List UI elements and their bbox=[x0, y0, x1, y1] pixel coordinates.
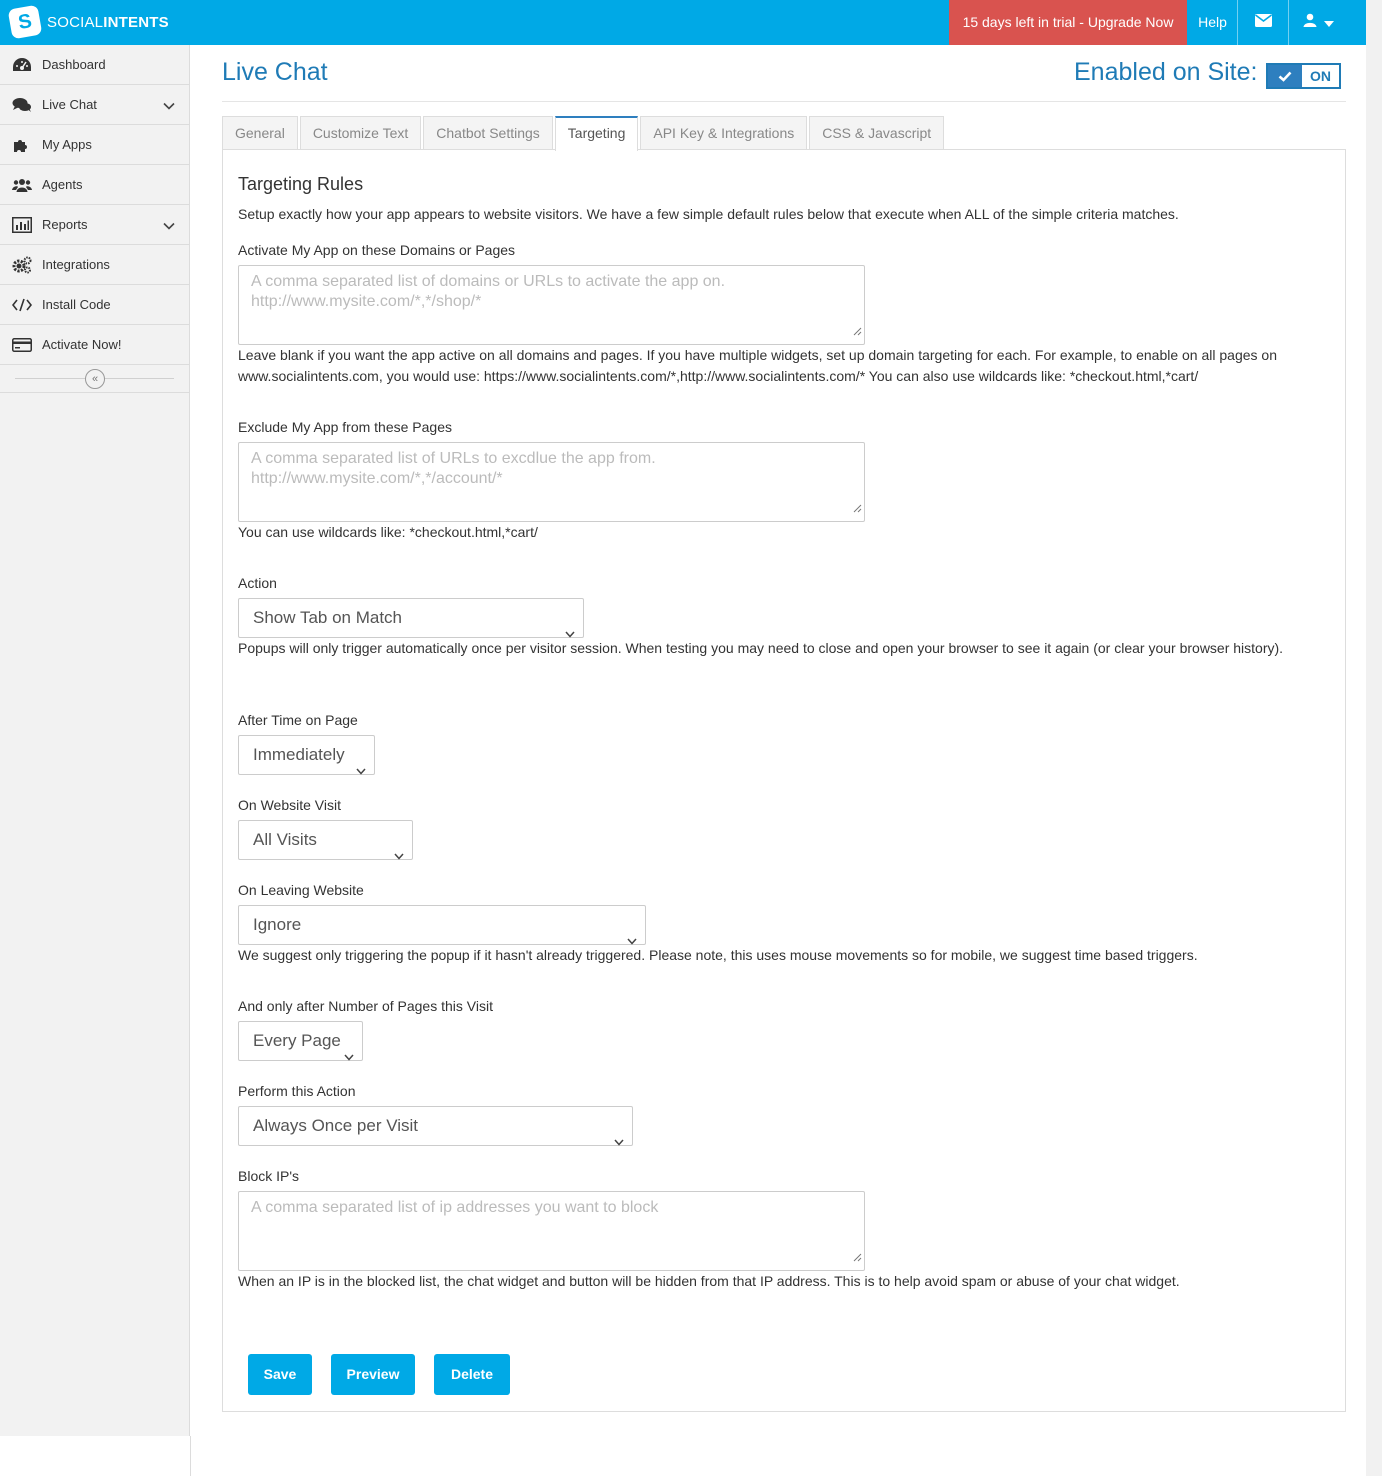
pages-count-select[interactable] bbox=[238, 1021, 363, 1061]
user-menu-button[interactable] bbox=[1290, 0, 1346, 45]
gears-icon bbox=[12, 256, 34, 274]
domains-help: Leave blank if you want the app active on all domains and pages. If you have multiple widgets, set up domain targeting for each. For example, to enable on all pages on www.socialintents.com, you would use: https://www.socialintents.com/*,http://www.socialintents.com/* You can also use wildcards like: *checkout.html,*cart/ bbox=[238, 347, 1277, 384]
tab-targeting[interactable]: Targeting bbox=[555, 116, 639, 151]
sidebar-collapse-row bbox=[0, 365, 189, 393]
tab-chatbot-settings[interactable]: Chatbot Settings bbox=[423, 116, 553, 149]
sidebar-item-my-apps[interactable] bbox=[0, 125, 189, 165]
chevron-down-icon bbox=[163, 218, 175, 233]
logo-mark-icon: S bbox=[8, 5, 43, 40]
settings-tabs bbox=[222, 116, 946, 150]
leaving-website-help: We suggest only triggering the popup if it hasn't already triggered. Please note, this uses mouse movements so for mobile, we suggest time based triggers. bbox=[238, 947, 1198, 963]
selected-value: Show Tab on Match bbox=[253, 608, 402, 627]
leaving-website-label: On Leaving Website bbox=[238, 882, 364, 898]
block-ip-help: When an IP is in the blocked list, the chat widget and button will be hidden from that IP address. This is to help avoid spam or abuse of your chat widget. bbox=[238, 1273, 1180, 1289]
intro-text: Setup exactly how your app appears to website visitors. We have a few simple default rules below that execute when ALL of the simple criteria matches. bbox=[238, 206, 1179, 222]
chevron-down-icon bbox=[394, 836, 404, 874]
website-visit-select[interactable] bbox=[238, 820, 413, 860]
sidebar-item-label: Live Chat bbox=[42, 97, 97, 112]
perform-action-select[interactable] bbox=[238, 1106, 633, 1146]
resize-handle-icon[interactable] bbox=[853, 322, 862, 342]
exclude-help: You can use wildcards like: *checkout.html,*cart/ bbox=[238, 524, 538, 540]
block-ip-textarea[interactable] bbox=[238, 1191, 865, 1271]
caret-down-icon bbox=[1324, 14, 1334, 32]
placeholder-line: http://www.mysite.com/*,*/account/* bbox=[251, 470, 503, 487]
top-navbar bbox=[0, 0, 1366, 45]
scrollbar-gutter bbox=[1366, 0, 1382, 1476]
sidebar-item-activate-now[interactable] bbox=[0, 325, 189, 365]
resize-handle-icon[interactable] bbox=[853, 1248, 862, 1268]
collapse-sidebar-icon[interactable]: « bbox=[85, 369, 105, 389]
time-on-page-label: After Time on Page bbox=[238, 712, 358, 728]
trial-upgrade-link[interactable]: 15 days left in trial - Upgrade Now bbox=[949, 0, 1187, 45]
selected-value: Immediately bbox=[253, 745, 345, 764]
action-help: Popups will only trigger automatically once per visitor session. When testing you may need to close and open your browser to see it again (or clear your browser history). bbox=[238, 640, 1284, 656]
action-select[interactable] bbox=[238, 598, 584, 638]
sidebar bbox=[0, 45, 190, 1436]
chevron-down-icon bbox=[344, 1037, 354, 1075]
enabled-toggle[interactable] bbox=[1266, 63, 1341, 89]
chevron-down-icon bbox=[614, 1122, 624, 1160]
sidebar-item-label: Agents bbox=[42, 177, 83, 192]
preview-button[interactable]: Preview bbox=[331, 1354, 415, 1395]
user-icon bbox=[1303, 13, 1317, 32]
tab-customize-text[interactable]: Customize Text bbox=[300, 116, 421, 149]
code-icon bbox=[12, 296, 34, 314]
dashboard-icon bbox=[12, 56, 34, 74]
placeholder-line: http://www.mysite.com/*,*/shop/* bbox=[251, 293, 482, 310]
help-link[interactable]: Help bbox=[1188, 0, 1238, 45]
bar-chart-icon bbox=[12, 216, 34, 234]
puzzle-icon bbox=[12, 136, 34, 154]
tab-css-javascript[interactable]: CSS & Javascript bbox=[809, 116, 944, 149]
enabled-on-site-label: Enabled on Site: bbox=[1074, 58, 1258, 86]
tab-general[interactable]: General bbox=[222, 116, 298, 149]
perform-action-label: Perform this Action bbox=[238, 1083, 356, 1099]
save-button[interactable]: Save bbox=[248, 1354, 312, 1395]
divider bbox=[222, 101, 1346, 102]
exclude-label: Exclude My App from these Pages bbox=[238, 419, 452, 435]
sidebar-item-label: My Apps bbox=[42, 137, 92, 152]
sidebar-item-label: Integrations bbox=[42, 257, 110, 272]
sidebar-item-live-chat[interactable] bbox=[0, 85, 189, 125]
sidebar-edge bbox=[190, 1436, 206, 1476]
chevron-down-icon bbox=[163, 98, 175, 113]
sidebar-item-label: Activate Now! bbox=[42, 337, 122, 352]
brand-name: SOCIALINTENTS bbox=[47, 13, 169, 31]
exclude-textarea[interactable] bbox=[238, 442, 865, 522]
resize-handle-icon[interactable] bbox=[853, 499, 862, 519]
credit-card-icon bbox=[12, 336, 34, 354]
pages-count-label: And only after Number of Pages this Visit bbox=[238, 998, 493, 1014]
brand-logo[interactable] bbox=[10, 4, 169, 40]
comments-icon bbox=[12, 96, 34, 114]
selected-value: Always Once per Visit bbox=[253, 1116, 419, 1135]
domains-textarea[interactable] bbox=[238, 265, 865, 345]
domains-label: Activate My App on these Domains or Pages bbox=[238, 242, 516, 258]
placeholder-line: A comma separated list of ip addresses you want to block bbox=[251, 1199, 659, 1216]
leaving-website-select[interactable] bbox=[238, 905, 646, 945]
action-label: Action bbox=[238, 575, 277, 591]
page-title: Live Chat bbox=[222, 58, 328, 86]
selected-value: Ignore bbox=[253, 915, 302, 934]
chevron-down-icon bbox=[356, 751, 366, 789]
time-on-page-select[interactable] bbox=[238, 735, 375, 775]
checkmark-icon bbox=[1268, 65, 1302, 87]
sidebar-item-integrations[interactable] bbox=[0, 245, 189, 285]
delete-button[interactable]: Delete bbox=[434, 1354, 510, 1395]
selected-value: Every Page bbox=[253, 1031, 341, 1050]
sidebar-item-label: Install Code bbox=[42, 297, 111, 312]
section-heading: Targeting Rules bbox=[238, 174, 364, 194]
sidebar-item-reports[interactable] bbox=[0, 205, 189, 245]
toggle-state-text: ON bbox=[1310, 68, 1331, 84]
website-visit-label: On Website Visit bbox=[238, 797, 341, 813]
selected-value: All Visits bbox=[253, 830, 317, 849]
block-ip-label: Block IP's bbox=[238, 1168, 300, 1184]
sidebar-item-agents[interactable] bbox=[0, 165, 189, 205]
sidebar-item-label: Reports bbox=[42, 217, 88, 232]
placeholder-line: A comma separated list of domains or URLs to activate the app on. bbox=[251, 273, 726, 290]
envelope-icon bbox=[1255, 14, 1272, 32]
sidebar-item-label: Dashboard bbox=[42, 57, 106, 72]
tab-api-key-integrations[interactable]: API Key & Integrations bbox=[640, 116, 807, 149]
sidebar-item-install-code[interactable] bbox=[0, 285, 189, 325]
messages-button[interactable] bbox=[1239, 0, 1289, 45]
sidebar-item-dashboard[interactable] bbox=[0, 45, 189, 85]
placeholder-line: A comma separated list of URLs to excdlue the app from. bbox=[251, 450, 656, 467]
users-icon bbox=[12, 176, 34, 194]
